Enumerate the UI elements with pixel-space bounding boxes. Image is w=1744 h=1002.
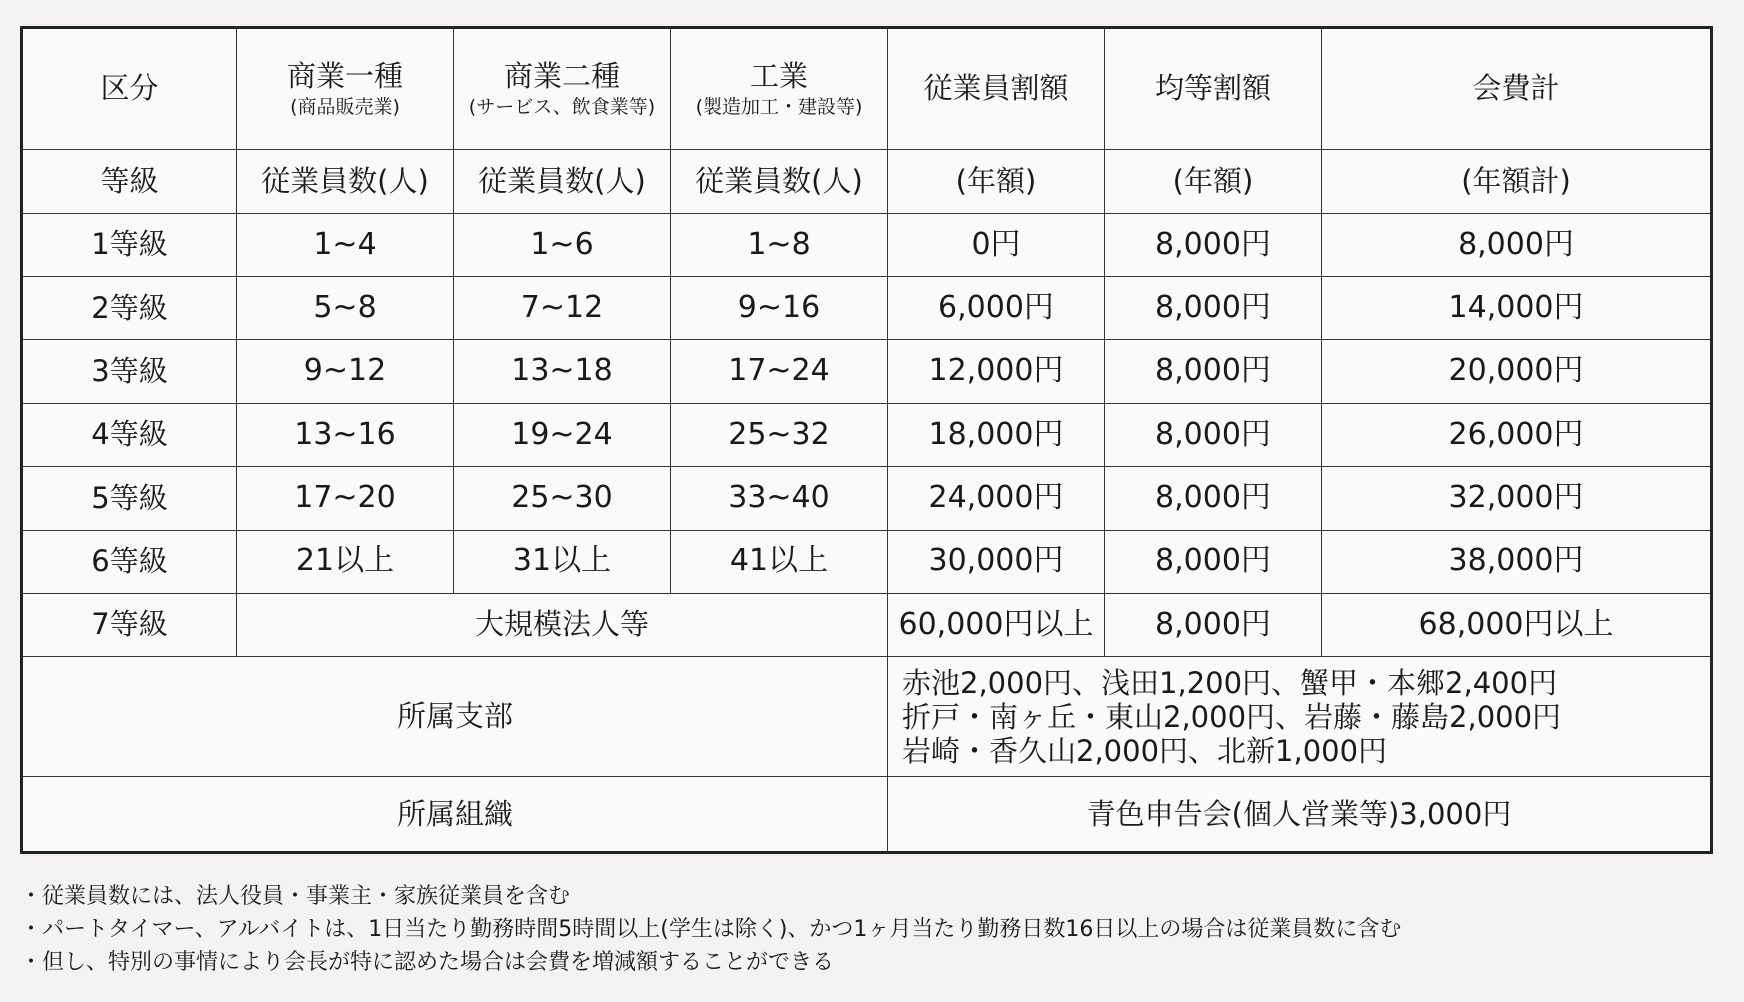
table-row: [22, 467, 1712, 530]
employee-fee-cell: 18,000円: [888, 403, 1105, 466]
employee-fee-cell: 24,000円: [888, 467, 1105, 530]
total-fee-cell: 8,000円: [1322, 213, 1712, 276]
employee-fee-cell: 12,000円: [888, 340, 1105, 403]
subheader-row: [22, 150, 1712, 213]
header-commerce-type2-title: 商業二種: [503, 58, 620, 93]
header-commerce-type1-title: 商業一種: [286, 58, 403, 93]
employee-fee-cell: 6,000円: [888, 277, 1105, 340]
grade-cell: 1等級: [22, 213, 237, 276]
total-fee-cell: 14,000円: [1322, 277, 1712, 340]
branch-row: [22, 657, 1712, 777]
employees-industry-cell: 41以上: [671, 530, 888, 593]
header-industry-sub: (製造加工・建設等): [695, 95, 863, 118]
employees-commerce2-cell: 1~6: [454, 213, 671, 276]
flat-fee-cell: 8,000円: [1105, 593, 1322, 656]
grade-cell: 2等級: [22, 277, 237, 340]
large-corporation-cell: 大規模法人等: [237, 593, 888, 656]
total-fee-cell: 32,000円: [1322, 467, 1712, 530]
organization-row: [22, 777, 1712, 853]
employees-commerce2-cell: 13~18: [454, 340, 671, 403]
header-commerce-type1: [237, 28, 454, 150]
employees-commerce1-cell: 9~12: [237, 340, 454, 403]
employee-fee-cell: 0円: [888, 213, 1105, 276]
flat-fee-cell: 8,000円: [1105, 403, 1322, 466]
employees-commerce2-cell: 7~12: [454, 277, 671, 340]
employees-commerce1-cell: 1~4: [237, 213, 454, 276]
table-row: [22, 340, 1712, 403]
subheader-grade: 等級: [22, 150, 237, 213]
organization-fee: 青色申告会(個人営業等)3,000円: [888, 777, 1712, 853]
table-row: [22, 530, 1712, 593]
grade-cell: 7等級: [22, 593, 237, 656]
flat-fee-cell: 8,000円: [1105, 213, 1322, 276]
header-employee-fee: 従業員割額: [888, 28, 1105, 150]
employees-industry-cell: 1~8: [671, 213, 888, 276]
employees-commerce1-cell: 21以上: [237, 530, 454, 593]
header-commerce-type1-sub: (商品販売業): [290, 95, 400, 118]
header-industry-title: 工業: [749, 58, 808, 93]
membership-fee-table: [20, 26, 1713, 854]
employees-commerce2-cell: 31以上: [454, 530, 671, 593]
header-category: 区分: [22, 28, 237, 150]
organization-label: 所属組織: [22, 777, 888, 853]
employees-industry-cell: 17~24: [671, 340, 888, 403]
employee-fee-cell: 30,000円: [888, 530, 1105, 593]
table-row-grade7: [22, 593, 1712, 656]
grade-cell: 3等級: [22, 340, 237, 403]
grade-cell: 4等級: [22, 403, 237, 466]
branch-fee-line: 岩崎・香久山2,000円、北新1,000円: [902, 733, 1388, 768]
employees-industry-cell: 33~40: [671, 467, 888, 530]
header-flat-fee: 均等割額: [1105, 28, 1322, 150]
notes: [20, 880, 1720, 979]
total-fee-cell: 20,000円: [1322, 340, 1712, 403]
table-row: [22, 277, 1712, 340]
grade-cell: 6等級: [22, 530, 237, 593]
flat-fee-cell: 8,000円: [1105, 277, 1322, 340]
employees-commerce1-cell: 13~16: [237, 403, 454, 466]
table-row: [22, 213, 1712, 276]
flat-fee-cell: 8,000円: [1105, 467, 1322, 530]
subheader-annual-2: (年額): [1105, 150, 1322, 213]
subheader-employees-1: 従業員数(人): [237, 150, 454, 213]
header-industry: [671, 28, 888, 150]
branch-fee-line: 赤池2,000円、浅田1,200円、蟹甲・本郷2,400円: [902, 665, 1558, 700]
subheader-employees-3: 従業員数(人): [671, 150, 888, 213]
note-line: ・従業員数には、法人役員・事業主・家族従業員を含む: [20, 884, 571, 909]
subheader-employees-2: 従業員数(人): [454, 150, 671, 213]
note-line: ・パートタイマー、アルバイトは、1日当たり勤務時間5時間以上(学生は除く)、かつ1ヶ月当たり勤務日数16日以上の場合は従業員数に含む: [20, 917, 1402, 942]
employees-commerce1-cell: 5~8: [237, 277, 454, 340]
flat-fee-cell: 8,000円: [1105, 340, 1322, 403]
total-fee-cell: 26,000円: [1322, 403, 1712, 466]
header-commerce-type2: [454, 28, 671, 150]
employees-industry-cell: 25~32: [671, 403, 888, 466]
branch-label: 所属支部: [22, 657, 888, 777]
employees-commerce2-cell: 25~30: [454, 467, 671, 530]
employees-industry-cell: 9~16: [671, 277, 888, 340]
branch-fees: [888, 657, 1712, 777]
header-commerce-type2-sub: (サービス、飲食業等): [468, 95, 656, 118]
employees-commerce2-cell: 19~24: [454, 403, 671, 466]
grade-cell: 5等級: [22, 467, 237, 530]
table-row: [22, 403, 1712, 466]
header-row: [22, 28, 1712, 150]
flat-fee-cell: 8,000円: [1105, 530, 1322, 593]
employees-commerce1-cell: 17~20: [237, 467, 454, 530]
note-line: ・但し、特別の事情により会長が特に認めた場合は会費を増減額することができる: [20, 950, 835, 975]
header-total-fee: 会費計: [1322, 28, 1712, 150]
subheader-annual-total: (年額計): [1322, 150, 1712, 213]
subheader-annual-1: (年額): [888, 150, 1105, 213]
employee-fee-cell: 60,000円以上: [888, 593, 1105, 656]
total-fee-cell: 38,000円: [1322, 530, 1712, 593]
total-fee-cell: 68,000円以上: [1322, 593, 1712, 656]
branch-fee-line: 折戸・南ヶ丘・東山2,000円、岩藤・藤島2,000円: [902, 699, 1562, 734]
